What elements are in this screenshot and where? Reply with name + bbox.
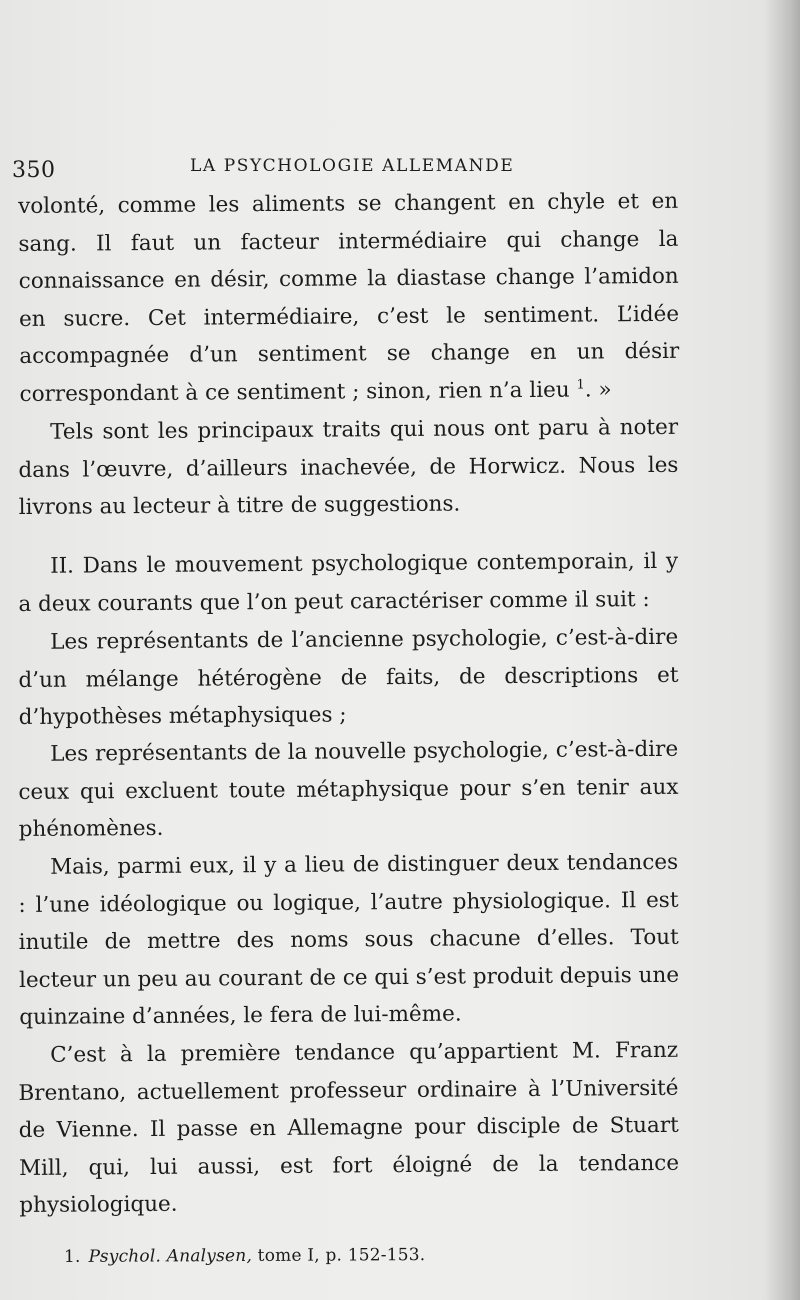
paragraph-nouvelle-psychologie: Les représentants de la nouvelle psychologie, c’est-à-dire ceux qui excluent toute métaphysique pour s’en tenir aux phénomènes. [18,737,679,843]
paragraph-deux-tendances: Mais, parmi eux, il y a lieu de distinguer deux tendances : l’une idéologique ou logique, l’autre physiologique. Il est inutile de mettre des noms sous chacune d’elles. Tout lecteur un peu au courant de ce qui s’est produit depuis une quinzaine d’années, le fera de lui-même. [18,849,680,1031]
page-number: 350 [12,158,56,183]
footnote-title: Psychol. Analysen, [88,1245,253,1267]
running-head: LA PSYCHOLOGIE ALLEMANDE [190,156,515,176]
footnote [64,1245,425,1267]
paragraph-horwicz-summary: Tels sont les principaux traits qui nous ont paru à noter dans l’œuvre, d’ailleurs inachevée, de Horwicz. Nous les livrons au lecteur à titre de suggestions. [18,414,679,520]
paragraph-brentano: C’est à la première tendance qu’appartient M. Franz Brentano, actuellement professeur ordinaire à l’Université de Vienne. Il passe en Allemagne pour disciple de Stuart Mill, qui, lui aussi, est fort éloigné de la tendance physiologique. [18,1037,680,1219]
page-header [12,150,740,184]
body-text [18,188,678,1225]
paragraph-section-ii: II. Dans le mouvement psychologique contemporain, il y a deux courants que l’on peut caractériser comme il suit : [18,549,679,617]
quote-close: . » [584,377,612,403]
footnote-reference-text: tome I, p. 152-153. [257,1245,426,1266]
page-edge-shadow [766,0,800,1300]
footnote-reference: 1 [576,377,585,393]
paragraph-text: volonté, comme les aliments se changent en chyle et en sang. Il faut un facteur intermédiaire qui change la connaissance en désir, comme la diastase change l’amidon en sucre. Cet intermédiaire, c’est le sentiment. L’idée accompagnée d’un sentiment se change en un désir correspondant à ce sentiment ; sinon, rien n’a lieu [18,188,680,407]
paragraph-ancienne-psychologie: Les représentants de l’ancienne psychologie, c’est-à-dire d’un mélange hétérogène de faits, de descriptions et d’hypothèses métaphysiques ; [18,624,679,730]
footnote-number: 1. [63,1246,81,1267]
paragraph-continuation [18,183,680,414]
